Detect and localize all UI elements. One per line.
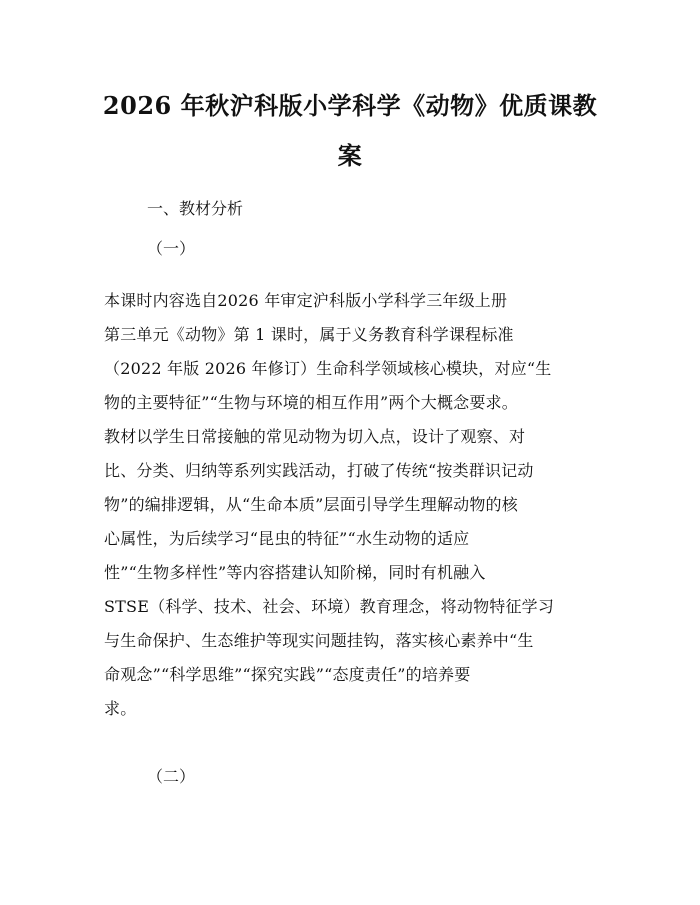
paragraph-line: （2022 年版 2026 年修订）生命科学领域核心模块，对应“生 xyxy=(104,359,552,378)
paragraph-line: 比、分类、归纳等系列实践活动，打破了传统“按类群识记动 xyxy=(104,461,534,480)
paragraph-line: 性”“生物多样性”等内容搭建认知阶梯，同时有机融入 xyxy=(104,563,486,582)
subheading-2: （二） xyxy=(147,767,196,786)
paragraph-line: 本课时内容选自2026 年审定沪科版小学科学三年级上册 xyxy=(104,291,508,310)
paragraph-line: 与生命保护、生态维护等现实问题挂钩，落实核心素养中“生 xyxy=(104,631,534,650)
paragraph-line: 第三单元《动物》第 1 课时，属于义务教育科学课程标准 xyxy=(104,325,514,344)
document-title-line-1: 2026 年秋沪科版小学科学《动物》优质课教 xyxy=(102,91,598,120)
section-heading: 一、教材分析 xyxy=(147,199,244,218)
document-title-line-2: 案 xyxy=(337,141,363,170)
paragraph-line: STSE（科学、技术、社会、环境）教育理念，将动物特征学习 xyxy=(104,597,555,616)
paragraph-line: 物的主要特征”“生物与环境的相互作用”两个大概念要求。 xyxy=(104,393,518,412)
paragraph-line: 求。 xyxy=(104,699,137,718)
body-paragraph xyxy=(104,284,600,726)
paragraph-line: 物”的编排逻辑，从“生命本质”层面引导学生理解动物的核 xyxy=(104,495,518,514)
paragraph-line: 命观念”“科学思维”“探究实践”“态度责任”的培养要 xyxy=(104,665,471,684)
subheading-1: （一） xyxy=(147,239,196,258)
paragraph-line: 教材以学生日常接触的常见动物为切入点，设计了观察、对 xyxy=(104,427,526,446)
paragraph-line: 心属性，为后续学习“昆虫的特征”“水生动物的适应 xyxy=(104,529,470,548)
